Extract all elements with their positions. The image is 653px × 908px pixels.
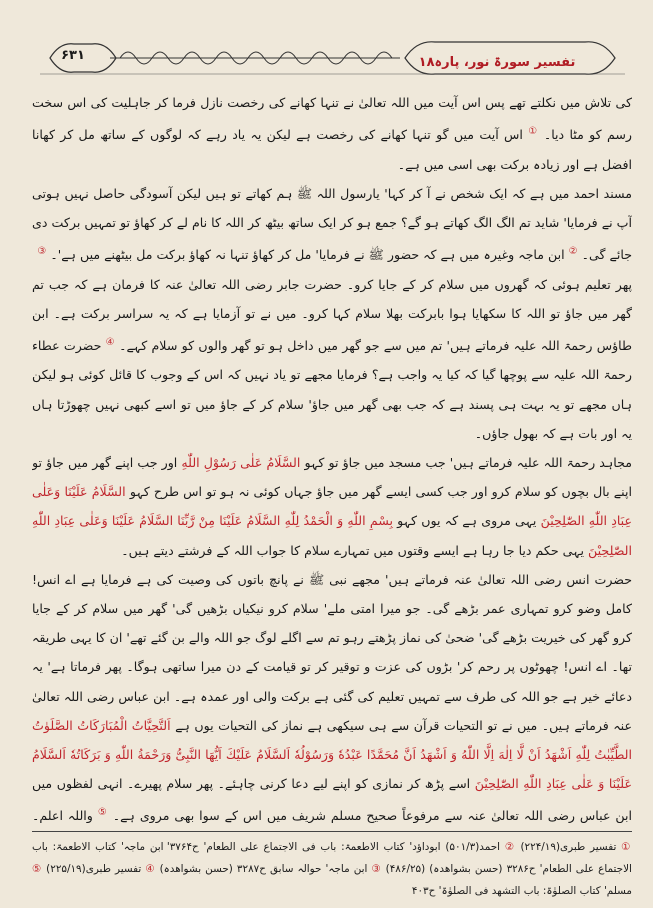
paragraph-3 [32, 270, 632, 448]
text-run: اور جب اپنے گھر میں جاؤ تو اپنے بال بچوں کو سلام کرو اور جب کسی ایسے گھر میں جاؤ جہاں کوئی نہ ہو تو اس طرح کہو [32, 455, 632, 500]
arabic-quote: السَّلَامُ عَلَیْنَا وَعَلٰی عِبَادِ اللّٰهِ الصّٰلِحِیْنَ [32, 484, 632, 529]
footnote-text: تفسیر طبری(۲۲۴/۱۹) [520, 841, 617, 853]
text-run: اسے پڑھ کر نمازی کو اپنے لیے دعا کرنی چاہئے۔ پھر سلام پھیرے۔ انہی لفظوں میں ابن عباس رضی اللہ تعالیٰ عنہ سے مرفوعاً صحیح مسلم شریف میں اس کے سوا بھی مروی ہے۔ [32, 776, 632, 823]
body-text [32, 88, 632, 823]
footnote-marker: ⑤ [97, 807, 108, 819]
footnote-marker: ③ [37, 246, 47, 258]
arabic-quote: بِسْمِ اللّٰهِ وَ الْحَمْدُ لِلّٰهِ السَّلَامُ عَلَیْنَا مِنْ رَّبِّنَا السَّلَامُ عَلَیْنَا وَعَلٰی عِبَادِ اللّٰهِ الصّٰلِحِیْنَ [32, 513, 632, 558]
page-number: ۶۳۱ [61, 48, 85, 63]
footnote-number: ⑤ [32, 863, 43, 875]
footnote-number: ② [504, 841, 516, 853]
footnotes [32, 836, 632, 902]
running-title: تفسیر سورۃ نور، پارہ۱۸ [418, 55, 576, 70]
footnote-text: ابن ماجہ' حوالہ سابق ح۳۲۸۷ (حسن بشواھدہ) [159, 863, 368, 875]
paragraph-2 [32, 179, 632, 270]
footnote-text: مسلم' کتاب الصلوٰۃ: باب التشھد فی الصلوٰۃ' ح۴۰۳ [411, 885, 632, 897]
text-run: واللہ اعلم۔ [32, 808, 93, 823]
text-run: مجاہد رحمۃ اللہ علیہ فرماتے ہیں' جب مسجد میں جاؤ تو کہو [304, 455, 632, 470]
footnote-number: ③ [371, 863, 382, 875]
text-run: حضرت انس رضی اللہ تعالیٰ عنہ فرماتے ہیں' مجھے نبی ﷺ نے پانچ باتوں کی وصیت کی ہے فرمایا ہے اے انس! کامل وضو کرو تمہاری عمر بڑھے گی۔ جو میرا امتی ملے' سلام کرو نیکیاں بڑھیں گی' گھر میں سلام کر کے جایا کرو گھر کی خیریت بڑھے گی' ضحیٰ کی نماز پڑھتے رہو تم سے اگلے لوگ جو اللہ والے بن گئے تھے' ان کا یہی طریقہ تھا۔ اے انس! چھوٹوں پر رحم کر' بڑوں کی عزت و توقیر کر تو قیامت کے دن میرا ساتھی ہوگا۔ پھر فرماتا ہے' یہ دعائے خیر ہے جو اللہ کی طرف سے تمہیں تعلیم کی گئی ہے برکت والی اور عمدہ ہے۔ ابن عباس رضی اللہ تعالیٰ عنہ فرماتے ہیں۔ میں نے تو التحیات قرآن سے ہی سیکھی ہے نماز کی التحیات یوں ہے [32, 571, 632, 733]
text-run: کی تلاش میں نکلتے تھے پس اس آیت میں اللہ تعالیٰ نے تنہا کھانے کی رخصت نازل فرما کر جاہلیت کی اس سخت رسم کو مٹا دیا۔ [32, 95, 632, 143]
footnote-number: ① [621, 841, 632, 853]
footnote-marker: ② [568, 246, 578, 258]
text-run: مسند احمد میں ہے کہ ایک شخص نے آ کر کہا' یارسول اللہ ﷺ ہم کھاتے تو ہیں لیکن آسودگی حاصل نہیں ہوتی آپ نے فرمایا' شاید تم الگ الگ کھاتے ہو گے؟ جمع ہو کر ایک ساتھ بیٹھ کر اللہ کا نام لے کر کھاؤ تو تمہیں برکت دی جائے گی۔ [32, 185, 632, 263]
text-run: پھر تعلیم ہوئی کہ گھروں میں سلام کر کے جایا کرو۔ حضرت جابر رضی اللہ تعالیٰ عنہ کا فرمان ہے کہ جب تم گھر میں جاؤ تو اللہ کا سکھایا ہوا بابرکت بھلا سلام کہا کرو۔ میں نے تو آزمایا ہے کہ یہ سراسر برکت ہے۔ ابن طاؤس رحمۃ اللہ علیہ فرماتے ہیں' تم میں سے جو گھر میں داخل ہو تو گھر والوں کو سلام کہے۔ [32, 276, 632, 354]
footnote-text: تفسیر طبری(۲۲۵/۱۹) [46, 863, 142, 875]
text-run: حضرت عطاء رحمۃ اللہ علیہ سے پوچھا گیا کہ کیا یہ واجب ہے؟ فرمایا مجھے تو یاد نہیں کہ اس کے وجوب کا قائل کوئی ہو لیکن ہاں مجھے تو یہ بہت ہی پسند ہے کہ جب بھی گھر میں جاؤ' سلام کر کے جاؤ میں تو اسے کبھی نہیں چھوڑتا ہاں یہ اور بات ہے کہ بھول جاؤں۔ [32, 338, 632, 441]
text-run: یہی حکم دیا جا رہا ہے ایسے وقتوں میں تمہارے سلام کا جواب اللہ کے فرشتے دیتے ہیں۔ [121, 542, 585, 558]
text-run: ابن ماجہ وغیرہ میں ہے کہ حضور ﷺ نے فرمایا' مل کر کھاؤ تنہا نہ کھاؤ برکت مل بیٹھنے میں ہے'۔ [50, 247, 565, 263]
paragraph-4 [32, 448, 632, 565]
arabic-quote: اَلتَّحِیَّاتُ الْمُبَارَکَاتُ الصَّلَوٰتُ الطَّیِّبٰتُ لِلّٰهِ اَشْهَدُ اَنْ لَّا اِلٰهَ اِلَّا اللّٰهُ وَ اَشْهَدُ اَنَّ مُحَمَّدًا عَبْدُهٗ وَرَسُوْلُهٗ اَلسَّلَامُ عَلَیْكَ اَیُّهَا النَّبِیُّ وَرَحْمَةُ اللّٰهِ وَ بَرَکَاتُهٗ اَلسَّلَامُ عَلَیْنَا وَ عَلٰی عِبَادِ اللّٰهِ الصّٰلِحِیْنَ [32, 717, 632, 792]
text-run: اس آیت میں گو تنہا کھانے کی رخصت ہے لیکن یہ یاد رہے کہ لوگوں کے ساتھ مل کر کھانا افضل ہے اور زیادہ برکت بھی اسی میں ہے۔ [32, 127, 632, 172]
page-header [40, 38, 625, 78]
footnote-marker: ④ [105, 337, 115, 348]
footnote-divider [32, 831, 632, 832]
footnote-text: احمد(۵۰۱/۳) ابوداؤد' کتاب الاطعمۃ: باب فی الاجتماع علی الطعام' ح۳۷۶۴' ابن ماجہ' کتاب الاطعمۃ: باب الاجتماع علی الطعام' ح۳۲۸۶ (حسن بشواھدہ) (۴۸۶/۲۵) [32, 841, 632, 875]
text-run: یہی مروی ہے کہ یوں کہو [397, 513, 537, 529]
footnote-number: ④ [145, 863, 156, 875]
arabic-quote: السَّلَامُ عَلٰی رَسُوْلِ اللّٰهِ [181, 455, 301, 470]
paragraph-5 [32, 565, 632, 823]
paragraph-1 [32, 88, 632, 179]
footnote-marker: ① [528, 126, 539, 138]
